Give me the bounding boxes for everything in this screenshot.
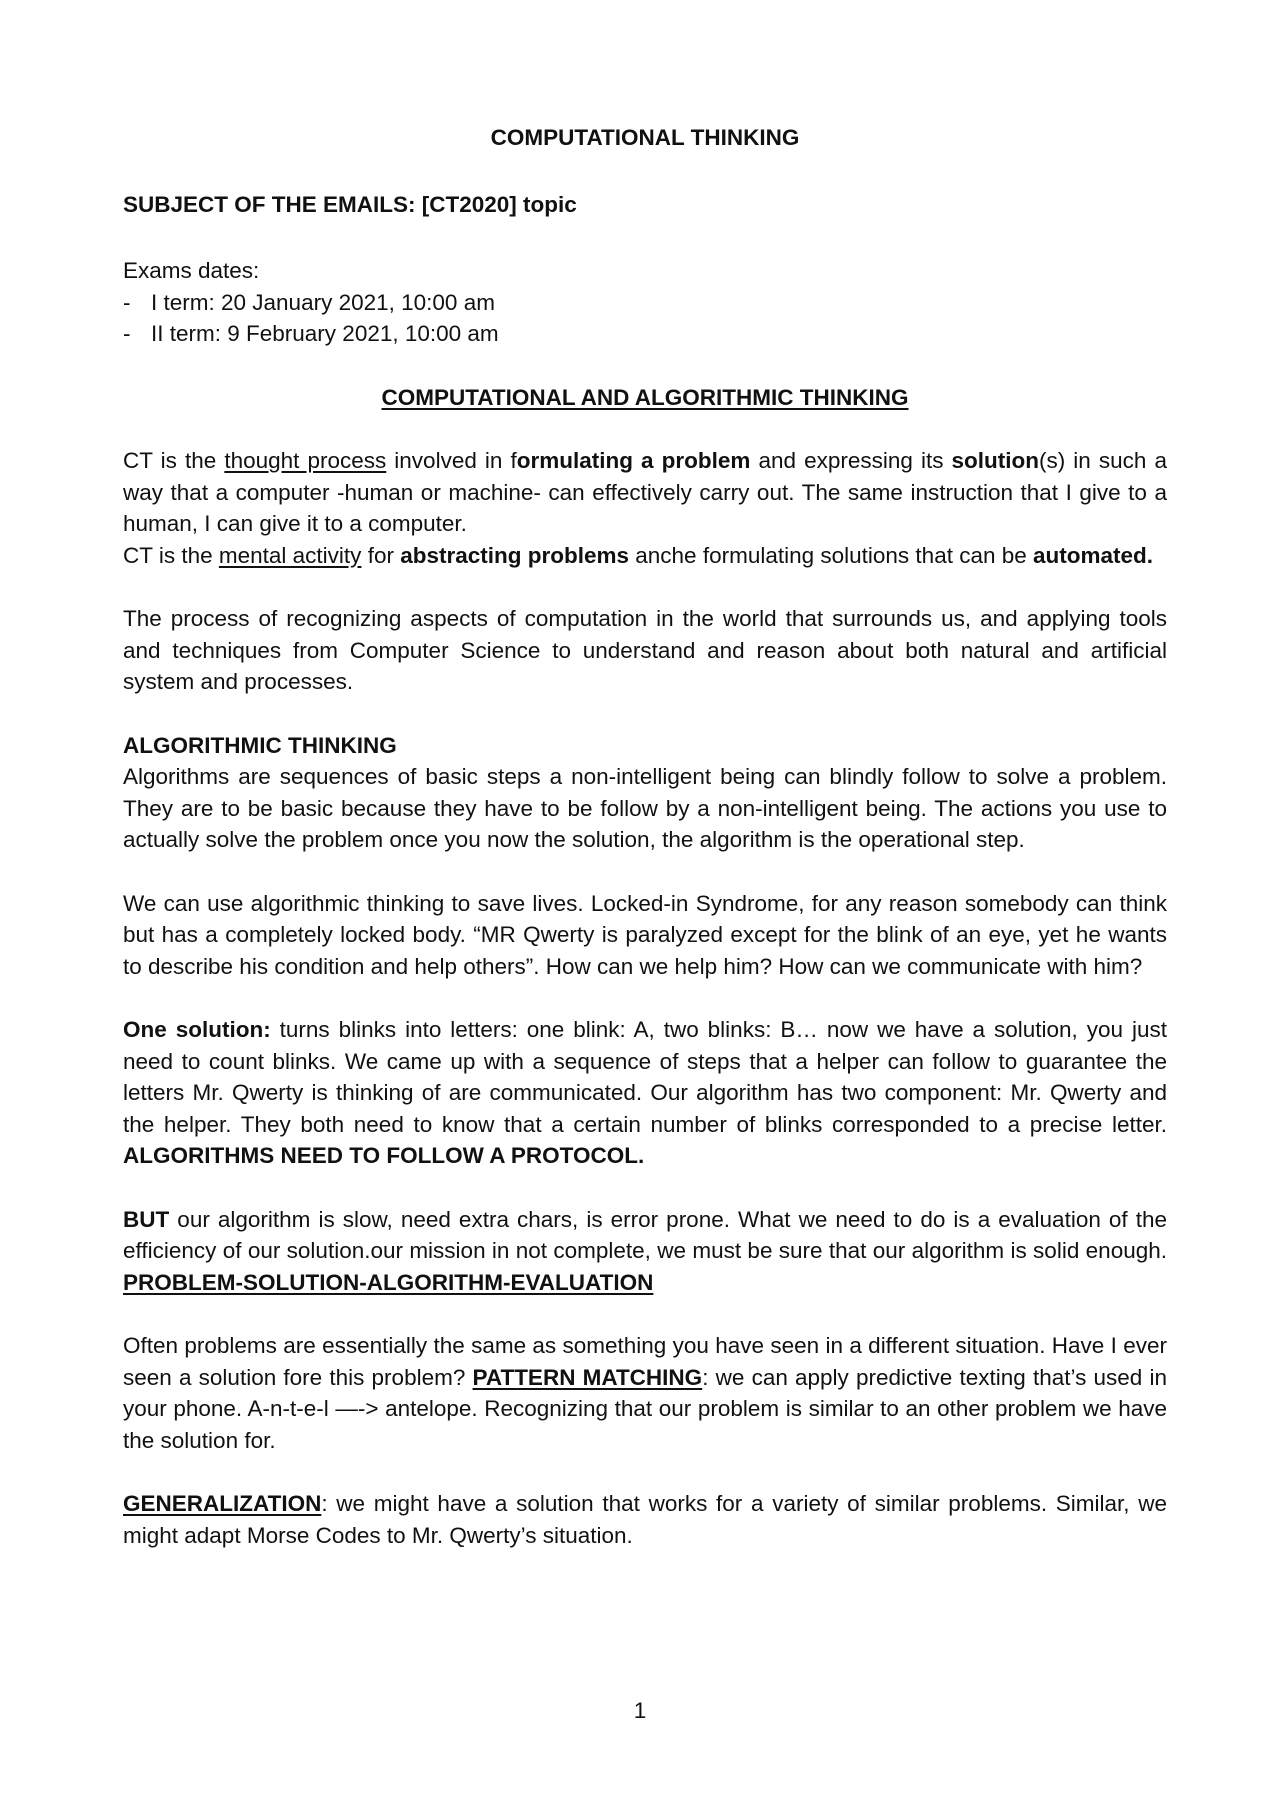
paragraph-ct-mental-activity: CT is the mental activity for abstracting problems anche formulating solutions that can be automated. [123,542,1154,568]
exam-item [123,287,1167,319]
paragraph-process: The process of recognizing aspects of computation in the world that surrounds us, and applying tools and techniques from Computer Science to understand and reason about both natural and artificial system and processes. [123,606,1167,694]
section-heading: COMPUTATIONAL AND ALGORITHMIC THINKING [381,384,909,410]
algorithmic-heading: ALGORITHMIC THINKING [123,732,397,758]
exam-item-text: II term: 9 February 2021, 10:00 am [151,321,499,346]
document-content [123,122,1167,1551]
bold-term: abstracting problems [400,542,630,568]
bold-emphasis: ALGORITHMS NEED TO FOLLOW A PROTOCOL. [123,1143,645,1168]
bullet-dash: - [123,289,131,315]
page-number: 1 [633,1698,647,1723]
paragraph-ct-definition: CT is the thought process involved in formulating a problem and expressing its solution(s) in such a way that a computer -human or machine- can effectively carry out. The same instruction that I give to a human, I can give it to a computer. [123,448,1167,536]
paragraph-locked-in: We can use algorithmic thinking to save lives. Locked-in Syndrome, for any reason somebody can think but has a completely locked body. “MR Qwerty is paralyzed except for the blink of an eye, yet he wants to describe his condition and help others”. How can we help him? How can we communicate with him? [123,890,1167,979]
underlined-term: mental activity [218,542,362,568]
key-term: PATTERN MATCHING [472,1364,703,1390]
exams-list [123,287,1167,350]
paragraph-algorithms: Algorithms are sequences of basic steps a non-intelligent being can blindly follow to solve a problem. They are to be basic because they have to be follow by a non-intelligent being. The actions you use to actually solve the problem once you now the solution, the algorithm is the operational step. [123,764,1167,852]
paragraph-pattern-matching: Often problems are essentially the same as something you have seen in a different situation. Have I ever seen a solution fore this problem? PATTERN MATCHING: we can apply predictive texting that’s used in your phone. A-n-t-e-l —-> antelope. Recognizing that our problem is similar to an other problem we have the solution for. [123,1333,1167,1453]
bold-lead: One solution: [123,1017,271,1042]
bold-term: solution [951,448,1039,473]
key-term: GENERALIZATION [123,1491,322,1516]
email-subject-line: SUBJECT OF THE EMAILS: [CT2020] topic [123,191,577,217]
paragraph-generalization: GENERALIZATION: we might have a solution that works for a variety of similar problems. Similar, we might adapt Morse Codes to Mr. Qwerty’s situation. [123,1491,1167,1548]
exam-item-text: I term: 20 January 2021, 10:00 am [151,289,495,315]
algorithmic-thinking-section [123,730,1167,856]
document-title: COMPUTATIONAL THINKING [490,125,800,150]
exams-block [123,255,1167,350]
exam-item [123,318,1167,350]
paragraph-but: BUT our algorithm is slow, need extra chars, is error prone. What we need to do is a evaluation of the efficiency of our solution.our mission in not complete, we must be sure that our algorithm is solid enough. PROBLEM-SOLUTION-ALGORITHM-EVALUATION [123,1206,1167,1295]
paragraph-one-solution: One solution: turns blinks into letters: one blink: A, two blinks: B… now we have a solution, you just need to count blinks. We came up with a sequence of steps that a helper can follow to guarantee the letters Mr. Qwerty is thinking of are communicated. Our algorithm has two component: Mr. Qwerty and the helper. They both need to know that a certain number of blinks corresponded to a precise letter. ALGORITHMS NEED TO FOLLOW A PROTOCOL. [123,1017,1167,1168]
bold-underlined-emphasis: PROBLEM-SOLUTION-ALGORITHM-EVALUATION [123,1269,654,1295]
bold-term: automated. [1033,542,1154,568]
bold-term: ormulating a problem [516,448,751,473]
exams-heading: Exams dates: [123,258,260,283]
bold-lead: BUT [123,1206,170,1232]
underlined-term: thought process [224,448,387,473]
bullet-dash: - [123,321,131,346]
